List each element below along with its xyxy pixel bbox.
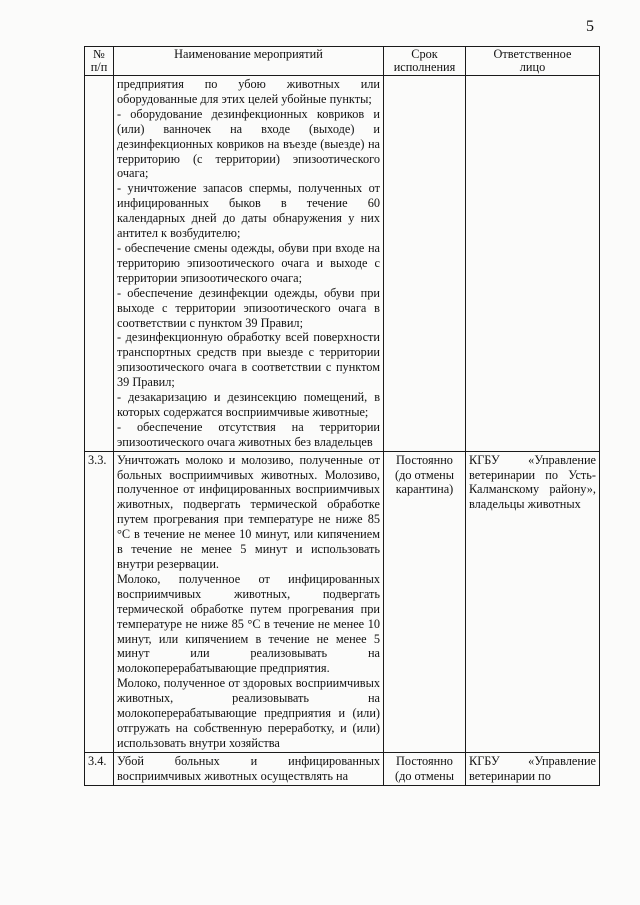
- header-name: Наименование мероприятий: [114, 47, 384, 76]
- row-description: [114, 76, 384, 452]
- row-number: 3.3.: [85, 451, 114, 752]
- row-description: [114, 451, 384, 752]
- paragraph: - оборудование дезинфекционных ковриков и (или) ванночек на входе (выходе) и дезинфекционных ковриков на въезде (выезде) на территорию (с территории) эпизоотического очага;: [117, 106, 380, 181]
- paragraph: - дезакаризацию и дезинсекцию помещений, в которых содержатся восприимчивые животные;: [117, 390, 380, 419]
- paragraph: Молоко, полученное от здоровых восприимчивых животных, реализовывать на молокоперерабатывающие предприятия и (или) отгружать на собственную переработку, и (или) использовать внутри хозяйства: [117, 676, 380, 750]
- row-number: [85, 76, 114, 452]
- row-responsible: [466, 76, 600, 452]
- measures-table: [84, 46, 600, 786]
- header-responsible: Ответственное лицо: [466, 47, 600, 76]
- row-responsible: КГБУ «Управление ветеринарии по Усть-Калманскому району», владельцы животных: [466, 451, 600, 752]
- paragraph: - обеспечение отсутствия на территории эпизоотического очага животных без владельцев: [117, 419, 380, 449]
- table-row: [85, 76, 600, 452]
- paragraph: - обеспечение дезинфекции одежды, обуви при выходе с территории эпизоотического очага в соответствии с пунктом 39 Правил;: [117, 285, 380, 330]
- row-term: Постоянно (до отмены: [384, 752, 466, 785]
- paragraph: Молоко, полученное от инфицированных восприимчивых животных, подвергать термической обработке путем прогревания при температуре не ниже 85 °С в течение не менее 10 минут, или кипячением в течение не менее 5 минут или реализовывать на молокоперерабатывающие предприятия.: [117, 571, 380, 676]
- paragraph: Убой больных и инфицированных восприимчивых животных осуществлять на: [117, 753, 380, 783]
- page-number: 5: [586, 18, 594, 35]
- row-description: [114, 752, 384, 785]
- row-responsible: КГБУ «Управление ветеринарии по: [466, 752, 600, 785]
- header-term: Срок исполнения: [384, 47, 466, 76]
- table-row: [85, 752, 600, 785]
- paragraph: Уничтожать молоко и молозиво, полученные от больных восприимчивых животных. Молозиво, полученное от инфицированных восприимчивых животных, подвергать термической обработке путем прогревания при температуре не ниже 85 °С в течение не менее 10 минут, или кипячением в течение не менее 5 минут и использовать внутри резервации.: [117, 452, 380, 571]
- row-number: 3.4.: [85, 752, 114, 785]
- paragraph: - обеспечение смены одежды, обуви при входе на территорию эпизоотического очага и выходе с территории эпизоотического очага;: [117, 240, 380, 285]
- table-header-row: [85, 47, 600, 76]
- paragraph: - уничтожение запасов спермы, полученных от инфицированных быков в течение 60 календарных дней до даты обнаружения у них антител к возбудителю;: [117, 181, 380, 241]
- row-term: [384, 76, 466, 452]
- header-number: № п/п: [85, 47, 114, 76]
- paragraph: - дезинфекционную обработку всей поверхности транспортных средств при выезде с территории эпизоотического очага в соответствии с пунктом 39 Правил;: [117, 330, 380, 390]
- paragraph: предприятия по убою животных или оборудованные для этих целей убойные пункты;: [117, 77, 380, 106]
- table-row: [85, 451, 600, 752]
- row-term: Постоянно (до отмены карантина): [384, 451, 466, 752]
